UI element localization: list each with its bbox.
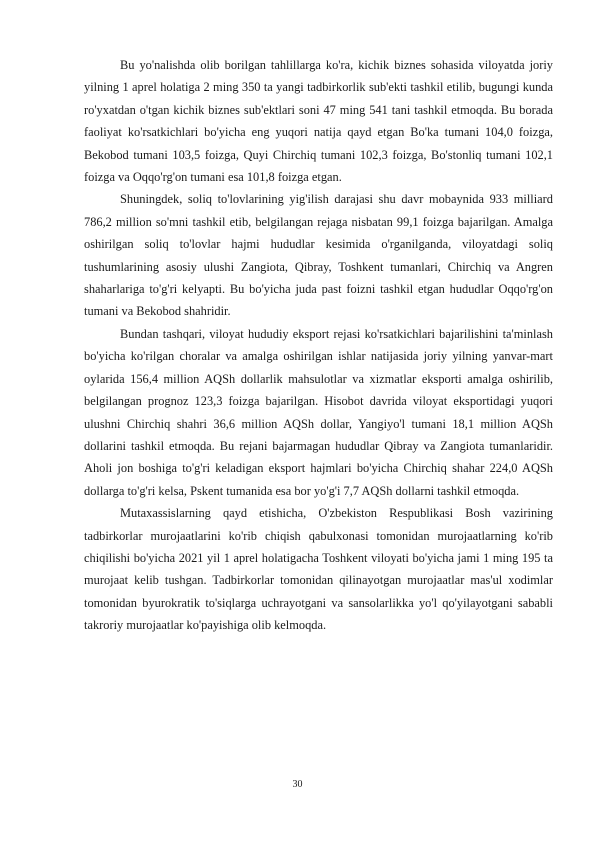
page-number: 30 [292, 779, 303, 790]
paragraph-appeals: Mutaxassislarning qayd etishicha, O'zbekiston Respublikasi Bosh vazirining tadbirkorlar murojaatlarini ko'rib chiqish qabulxonasi tomonidan murojaatlarning ko'rib chiqilishi bo'yicha 2021 yil 1 aprel holatigacha Toshkent viloyati bo'yicha jami 1 ming 195 ta murojaat kelib tushgan. Tadbirkorlar tomonidan qilinayotgan murojaatlar mas'ul xodimlar tomonidan byurokratik to'siqlarga uchrayotgani va sansolarlikka yo'l qo'yilayotgani sababli takroriy murojaatlar ko'payishiga olib kelmoqda. [84, 506, 553, 633]
paragraph-tax-payments: Shuningdek, soliq to'lovlarining yig'ilish darajasi shu davr mobaynida 933 milliard 786,2 million so'mni tashkil etib, belgilangan rejaga nisbatan 99,1 foizga bajarilgan. Amalga oshirilgan soliq to'lovlar hajmi hududlar kesimida o'rganilganda, viloyatdagi soliq tushumlarining asosiy ulushi Zangiota, Qibray, Toshkent tumanlari, Chirchiq va Angren shaharlariga to'g'ri kelyapti. Bu bo'yicha juda past foizni tashkil etgan hududlar Oqqo'rg'on tumani va Bekobod shahridir. [84, 192, 553, 319]
document-body [84, 54, 553, 637]
paragraph-export: Bundan tashqari, viloyat hududiy eksport rejasi ko'rsatkichlari bajarilishini ta'minlash bo'yicha ko'rilgan choralar va amalga oshirilgan ishlar natijasida joriy yilning yanvar-mart oylarida 156,4 million AQSh dollarlik mahsulotlar va xizmatlar eksporti amalga oshirilib, belgilangan prognoz 123,3 foizga bajarilgan. Hisobot davrida viloyat eksportidagi yuqori ulushni Chirchiq shahri 36,6 million AQSh dollar, Yangiyo'l tumani 18,1 million AQSh dollarini tashkil etmoqda. Bu rejani bajarmagan hududlar Qibray va Zangiota tumanlaridir. Aholi jon boshiga to'g'ri keladigan eksport hajmlari bo'yicha Chirchiq shahar 224,0 AQSh dollarga to'g'ri kelsa, Pskent tumanida esa bor yo'g'i 7,7 AQSh dollarni tashkil etmoqda. [84, 326, 553, 498]
paragraph-small-business: Bu yo'nalishda olib borilgan tahlillarga ko'ra, kichik biznes sohasida viloyatda joriy yilning 1 aprel holatiga 2 ming 350 ta yangi tadbirkorlik sub'ekti tashkil etilib, bugungi kunda ro'yxatdan o'tgan kichik biznes sub'ektlari soni 47 ming 541 tani tashkil etmoqda. Bu borada faoliyat ko'rsatkichlari bo'yicha eng yuqori natija qayd etgan Bo'ka tumani 104,0 foizga, Bekobod tumani 103,5 foizga, Quyi Chirchiq tumani 102,3 foizga, Bo'stonliq tumani 102,1 foizga va Oqqo'rg'on tumani esa 101,8 foizga etgan. [84, 58, 553, 185]
